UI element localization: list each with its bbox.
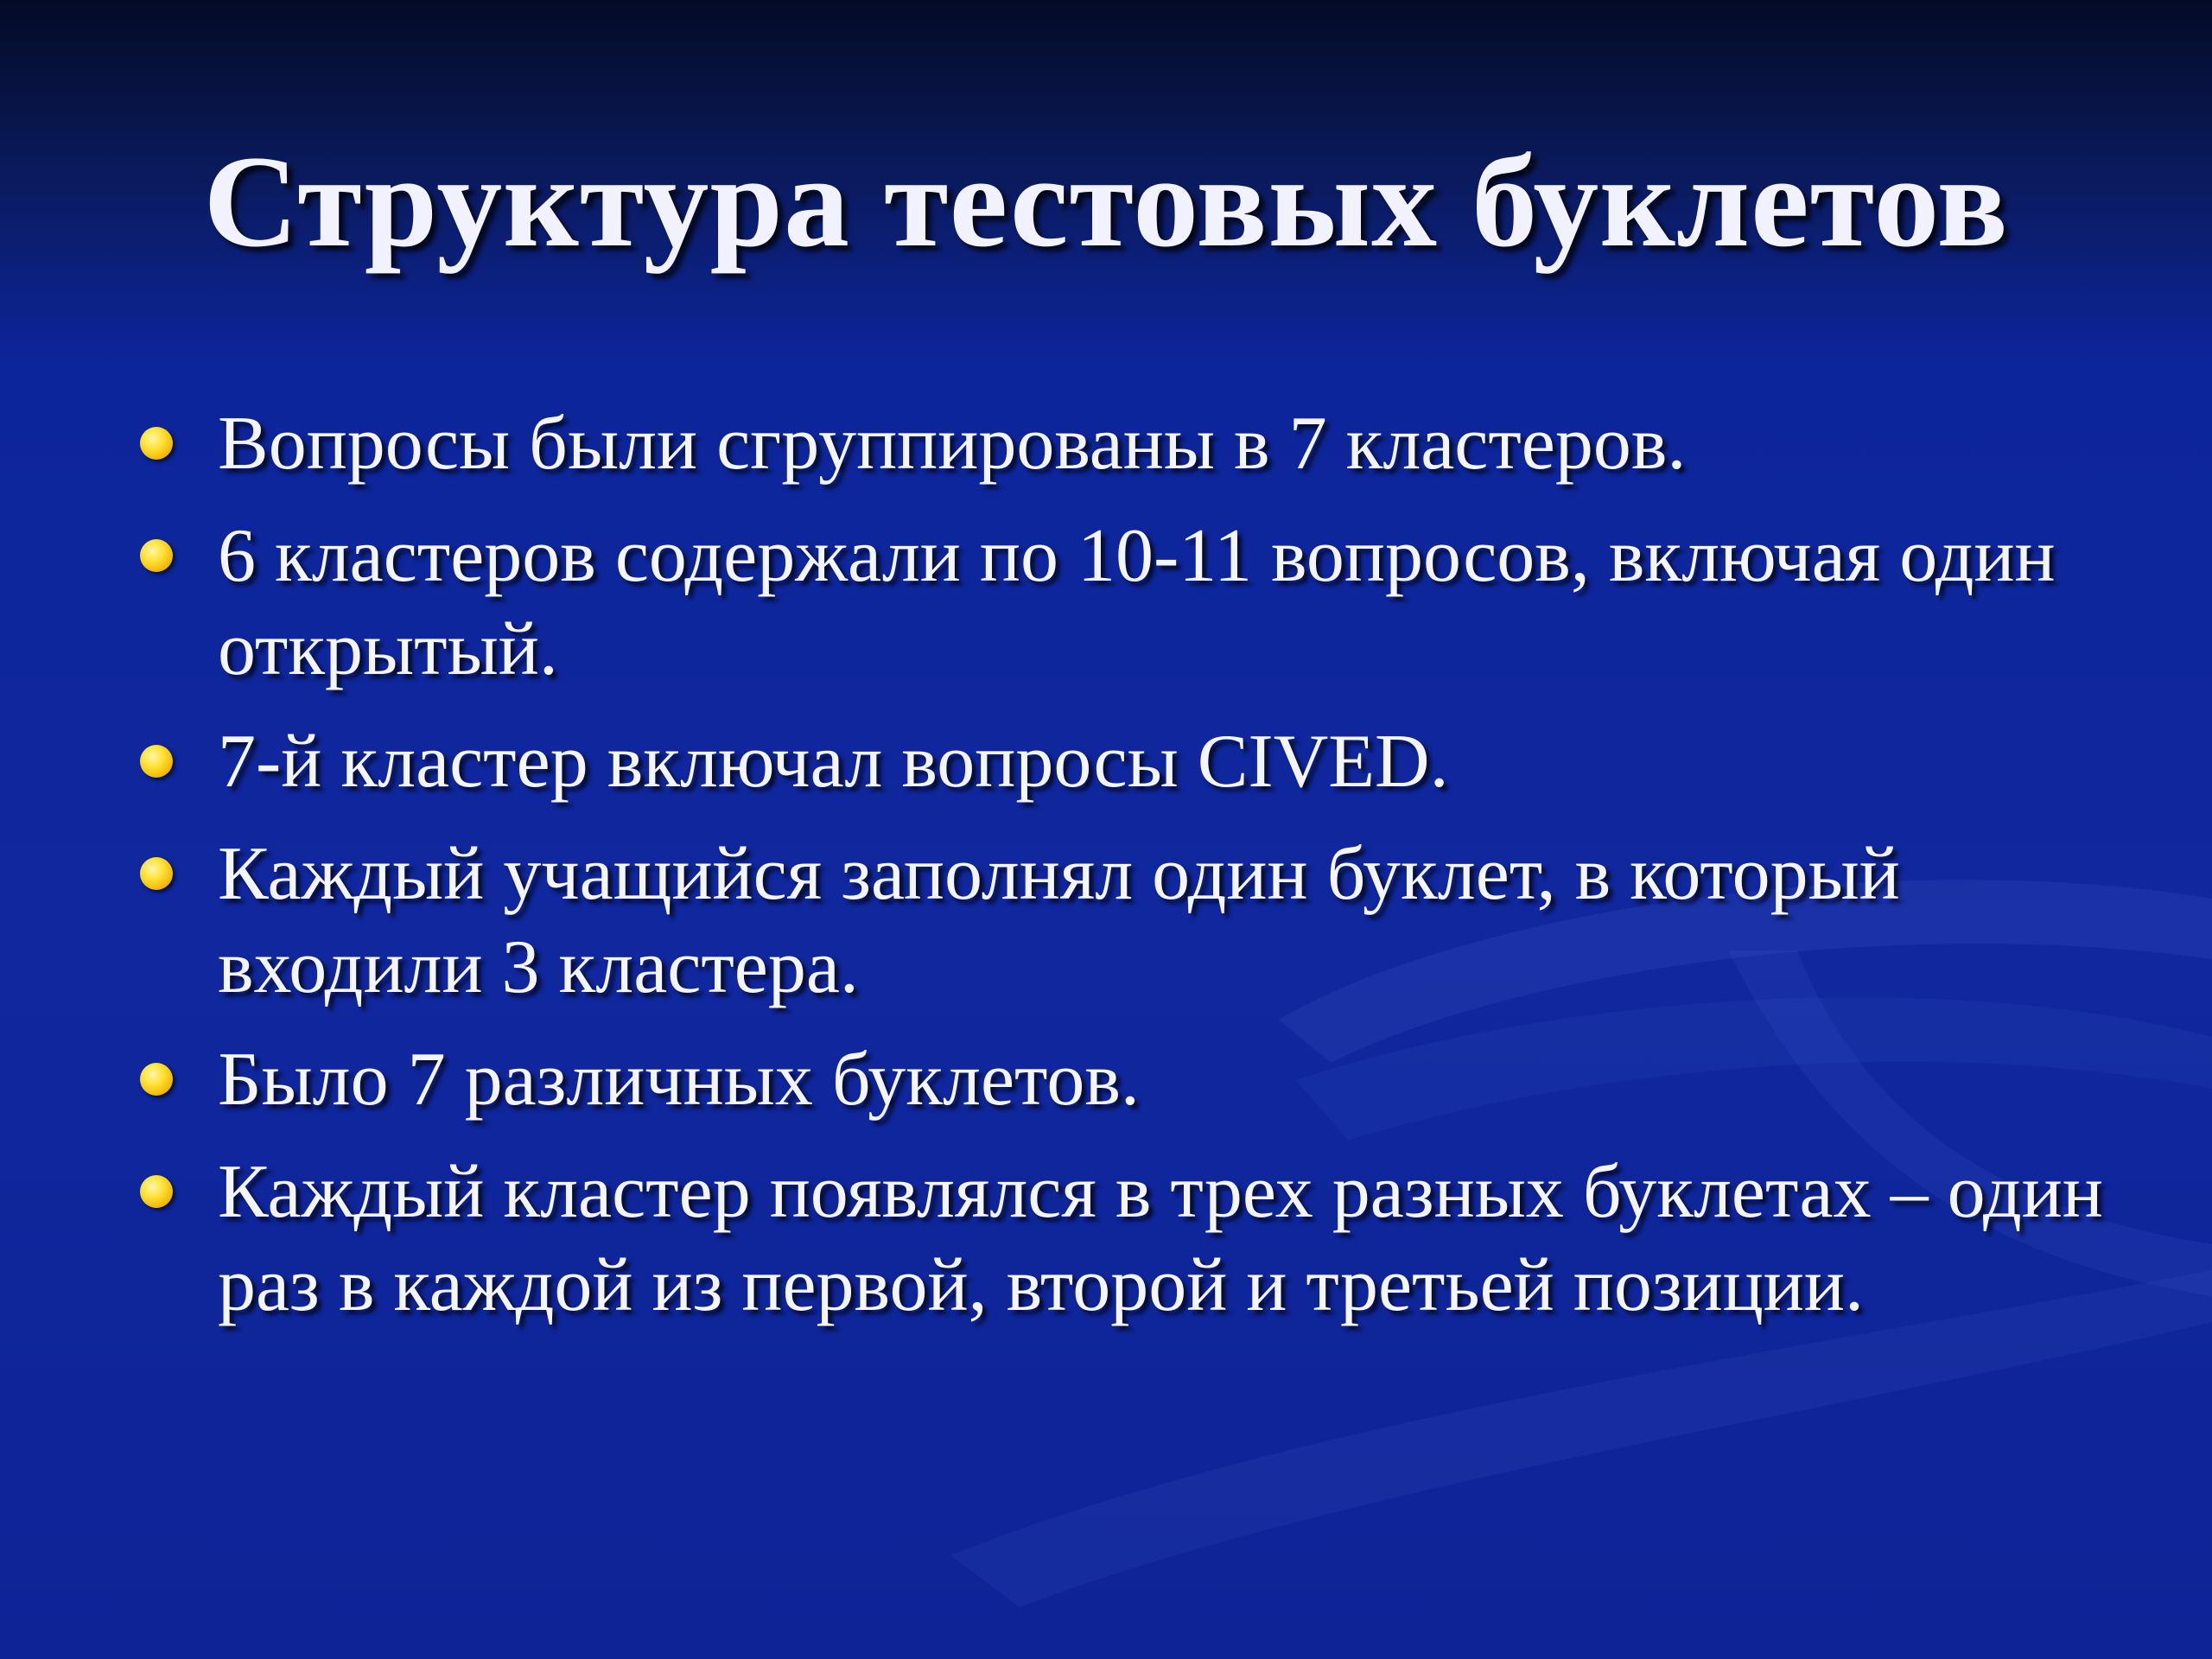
bullet-text: Каждый учащийся заполнял один буклет, в который входили 3 кластера. — [218, 832, 1900, 1009]
bullet-dot-icon — [140, 539, 173, 572]
bullet-dot-icon — [140, 857, 173, 890]
bullet-item — [138, 1146, 2126, 1332]
bullet-item — [138, 715, 2126, 809]
bullet-item — [138, 828, 2126, 1014]
bullet-text: 7-й кластер включал вопросы CIVED. — [218, 720, 1449, 804]
bullet-dot-icon — [140, 1063, 173, 1096]
bullet-item — [138, 397, 2126, 491]
bullet-text: Было 7 различных буклетов. — [218, 1038, 1140, 1122]
bullet-text: Вопросы были сгруппированы в 7 кластеров. — [218, 402, 1687, 486]
bullet-item — [138, 1033, 2126, 1127]
bullet-item — [138, 510, 2126, 696]
bullet-dot-icon — [140, 1175, 173, 1208]
bullet-dot-icon — [140, 745, 173, 778]
bullet-list — [138, 397, 2126, 1351]
bullet-dot-icon — [140, 427, 173, 460]
slide-title: Структура тестовых буклетов — [203, 129, 2009, 274]
bullet-text: Каждый кластер появлялся в трех разных буклетах – один раз в каждой из первой, второй и третьей позиции. — [218, 1150, 2103, 1327]
bullet-text: 6 кластеров содержали по 10-11 вопросов, включая один открытый. — [218, 514, 2056, 691]
